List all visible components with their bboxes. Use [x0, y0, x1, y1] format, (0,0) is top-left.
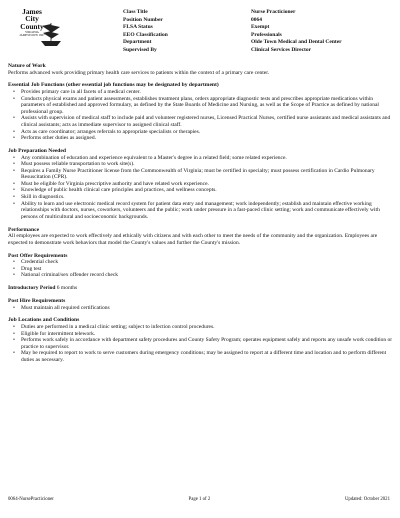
list-item: • Ability to learn and use electronic medical record system for patient data entry and management; work independently; establish and maintain effective working relationships with doctors, nurses, coworkers, volunteers and the public; work under pressure in a fast-paced clinic setting; work and communicate effectively with persons of multicultural and socioeconomic backgrounds.	[21, 201, 394, 221]
bullet-list	[8, 324, 394, 364]
info-value: 0064	[251, 16, 262, 23]
info-row	[123, 17, 342, 25]
info-label: Department	[123, 39, 152, 46]
info-label: Supervised By	[123, 46, 157, 53]
info-row	[123, 32, 342, 40]
logo-tagline: VIRGINIA	[25, 30, 39, 35]
list-item: • Drug test	[21, 266, 394, 273]
info-value: Clinical Services Director	[251, 46, 312, 53]
list-item: • Duties are performed in a medical clinic setting; subject to infection control procedures.	[21, 324, 394, 331]
page-footer	[8, 497, 390, 502]
info-value: Nurse Practicioner	[251, 9, 296, 15]
info-row	[123, 24, 342, 32]
nature-section	[8, 63, 394, 76]
footer-updated-date: Updated: October 2021	[344, 497, 390, 502]
position-info-table	[123, 9, 342, 55]
list-item: • Performs other duties as assigned.	[21, 135, 394, 142]
post-offer-title: Post Offer Requirements	[8, 252, 68, 259]
list-item: • Credential check	[21, 259, 394, 266]
info-label: FLSA Status	[123, 24, 153, 31]
info-label: Class Title	[123, 9, 148, 15]
list-item: • Provides primary care in all facets of a medical center.	[21, 89, 394, 96]
intro-period	[8, 285, 394, 292]
document-body	[8, 63, 394, 370]
info-value: Olde Town Medical and Dental Center	[251, 39, 342, 46]
info-row	[123, 47, 342, 55]
list-item: • May be required to report to work to serve customers during emergency conditions; may be assigned to report at a different time and location and to perform different duties as necessary.	[21, 350, 394, 363]
info-row	[123, 39, 342, 47]
footer-page-number: Page 1 of 2	[188, 497, 211, 502]
post-offer-section	[8, 253, 394, 279]
nature-text: Performs advanced work providing primary health care services to patients within the context of a primary care center.	[8, 69, 270, 76]
ship-icon	[40, 22, 62, 48]
logo-line3: County	[20, 21, 44, 31]
list-item: • Conducts physical exams and patient assessments, establishes treatment plans, orders appropriate diagnostic tests and prescribes appropriate medications within parameters of established and approved formulary, as defined by the State Boards of Medicine and Nursing, as well as the Scope of Practice as defined by national professional group.	[21, 96, 394, 116]
essential-title: Essential Job Functions (other essential job functions may be designated by department)	[8, 82, 219, 89]
info-row	[123, 9, 342, 17]
list-item: • National criminal/sex offender record check	[21, 272, 394, 279]
footer-doc-id: 0064-NursePracticioner	[8, 497, 54, 502]
locations-section	[8, 317, 394, 363]
locations-title: Job Locations and Conditions	[8, 317, 80, 324]
list-item: • Eligible for intermittent telework.	[21, 331, 394, 338]
list-item: • Must maintain all required certifications	[21, 305, 394, 312]
bullet-list	[8, 259, 394, 279]
prep-title: Job Preparation Needed	[8, 147, 67, 154]
intro-label: Introductory Period	[8, 285, 56, 292]
logo-line1: James	[22, 7, 42, 16]
bullet-list	[8, 305, 394, 312]
performance-section	[8, 227, 394, 247]
logo-line2: City	[25, 14, 39, 24]
post-hire-section	[8, 298, 394, 311]
list-item: • Requires a Family Nurse Practitioner license from the Commonwealth of Virginia; must be certified in specialty; must possess certification in Cardio Pulmonary Resuscitation (CPR).	[21, 168, 394, 181]
intro-value: 6 months	[56, 285, 78, 292]
list-item: • Skill in diagnostics.	[21, 194, 394, 201]
list-item: • Knowledge of public health clinical care principles and practices, and wellness concepts.	[21, 187, 394, 194]
list-item: • Must possess reliable transportation to work site(s).	[21, 161, 394, 168]
info-label: EEO Classification	[123, 31, 168, 38]
info-value: Professionals	[251, 31, 282, 38]
info-label: Position Number	[123, 16, 163, 23]
bullet-list	[8, 89, 394, 142]
logo-year: JAMESTOWN 1607	[19, 33, 45, 38]
list-item: • Assists with supervision of medical staff to include paid and volunteer registered nurses, Licensed Practical Nurses, certified nurse assistants and medical assistants and clinical assistants; acts as immediate supervisor to assigned clinical staff.	[21, 115, 394, 128]
essential-section	[8, 82, 394, 141]
performance-title: Performance	[8, 226, 40, 233]
info-value: Exempt	[251, 24, 270, 31]
list-item: • Acts as care coordinator; arranges referrals to appropriate specialists or therapies.	[21, 129, 394, 136]
list-item: • Performs work safely in accordance with department safety procedures and County Safety Program; operates equipment safely and reports any unsafe work condition or practice to supervisor.	[21, 337, 394, 350]
county-logo	[10, 8, 54, 56]
prep-section	[8, 148, 394, 221]
bullet-list	[8, 155, 394, 221]
list-item: • Any combination of education and experience equivalent to a Master's degree in a related field; some related experience.	[21, 155, 394, 162]
list-item: • Must be eligible for Virginia prescriptive authority and have related work experience.	[21, 181, 394, 188]
performance-text: All employees are expected to work effectively and ethically with citizens and with each other to meet the needs of the community and the organization. Employees are expected to demonstrate work behaviors that model the County's values and further the County's mission.	[8, 233, 378, 246]
post-hire-title: Post Hire Requirements	[8, 297, 66, 304]
nature-title: Nature of Work	[8, 63, 46, 69]
